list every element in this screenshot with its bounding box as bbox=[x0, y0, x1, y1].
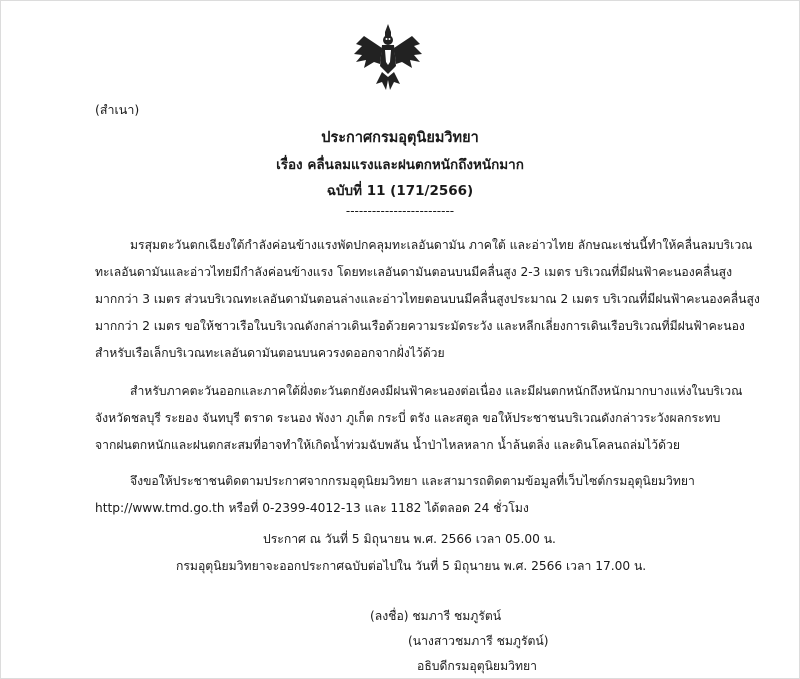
signer-name: (นางสาวชมภารี ชมภูรัตน์) bbox=[408, 634, 549, 648]
paragraph-3-line: จึงขอให้ประชาชนติดตามประกาศจากกรมอุตุนิยมวิทยา และสามารถติดตามข้อมูลที่เว็บไซต์กรมอุตุนิยมวิทยา bbox=[130, 474, 695, 488]
document-issue: ฉบับที่ 11 (171/2566) bbox=[326, 183, 474, 199]
paragraph-2-line: สำหรับภาคตะวันออกและภาคใต้ฝั่งตะวันตกยังคงมีฝนฟ้าคะนองต่อเนื่อง และมีฝนตกหนักถึงหนักมากบางแห่งในบริเวณ bbox=[130, 384, 743, 398]
website-link[interactable]: http://www.tmd.go.th หรือที่ 0-2399-4012-13 และ 1182 ได้ตลอด 24 ชั่วโมง bbox=[95, 501, 529, 515]
signature-line: (ลงชื่อ) ชมภารี ชมภูรัตน์ bbox=[370, 609, 502, 623]
document-subject: เรื่อง คลื่นลมแรงและฝนตกหนักถึงหนักมาก bbox=[276, 157, 524, 173]
paragraph-1-line: มากกว่า 3 เมตร ส่วนบริเวณทะเลอันดามันตอนล่างและอ่าวไทยตอนบนมีคลื่นสูงประมาณ 2 เมตร บริเวณที่มีฝนฟ้าคะนองคลื่นสูง bbox=[95, 292, 760, 306]
announced-date: ประกาศ ณ วันที่ 5 มิถุนายน พ.ศ. 2566 เวลา 05.00 น. bbox=[263, 532, 556, 546]
paragraph-2-line: จังหวัดชลบุรี ระยอง จันทบุรี ตราด ระนอง พังงา ภูเก็ต กระบี่ ตรัง และสตูล ขอให้ประชาชนบริเวณดังกล่าวระวังผลกระทบ bbox=[95, 411, 721, 425]
document-title: ประกาศกรมอุตุนิยมวิทยา bbox=[321, 130, 479, 146]
next-issue-note: กรมอุตุนิยมวิทยาจะออกประกาศฉบับต่อไปใน วันที่ 5 มิถุนายน พ.ศ. 2566 เวลา 17.00 น. bbox=[176, 559, 647, 573]
paragraph-1-line: มรสุมตะวันตกเฉียงใต้กำลังค่อนข้างแรงพัดปกคลุมทะเลอันดามัน ภาคใต้ และอ่าวไทย ลักษณะเช่นนี้ทำให้คลื่นลมบริเวณ bbox=[130, 238, 753, 252]
title-divider: ------------------------- bbox=[345, 204, 455, 218]
signer-position: อธิบดีกรมอุตุนิยมวิทยา bbox=[417, 659, 537, 673]
paragraph-2-line: จากฝนตกหนักและฝนตกสะสมที่อาจทำให้เกิดน้ำท่วมฉับพลัน น้ำป่าไหลหลาก น้ำล้นตลิ่ง และดินโคลนถล่มไว้ด้วย bbox=[95, 438, 680, 452]
paragraph-3-line bbox=[95, 499, 529, 518]
copy-label: (สำเนา) bbox=[95, 102, 140, 117]
garuda-emblem-icon bbox=[352, 22, 424, 94]
paragraph-1-line: มากกว่า 2 เมตร ขอให้ชาวเรือในบริเวณดังกล่าวเดินเรือด้วยความระมัดระวัง และหลีกเลี่ยงการเดินเรือบริเวณที่มีฝนฟ้าคะนอง bbox=[95, 319, 745, 333]
paragraph-1-line: สำหรับเรือเล็กบริเวณทะเลอันดามันตอนบนควรงดออกจากฝั่งไว้ด้วย bbox=[95, 346, 445, 360]
paragraph-1-line: ทะเลอันดามันและอ่าวไทยมีกำลังค่อนข้างแรง โดยทะเลอันดามันตอนบนมีคลื่นสูง 2-3 เมตร บริเวณที่มีฝนฟ้าคะนองคลื่นสูง bbox=[95, 265, 733, 279]
